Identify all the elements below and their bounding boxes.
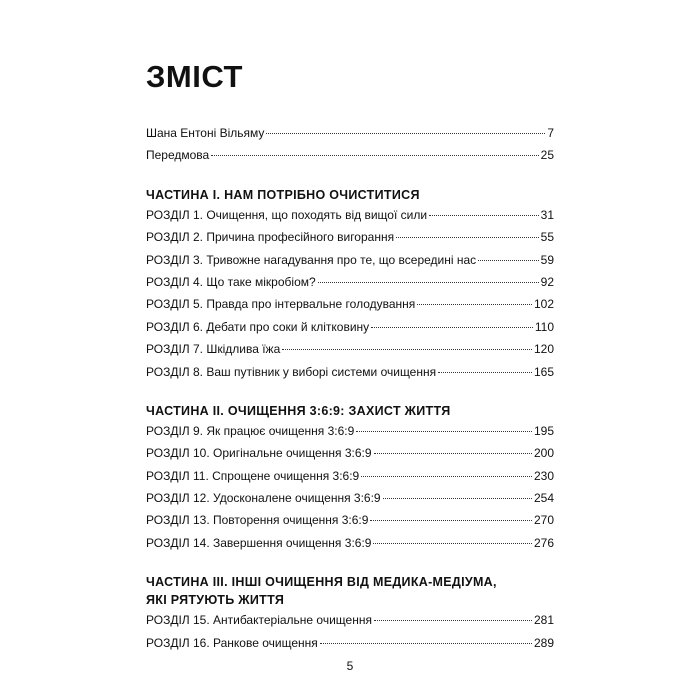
toc-entry-label: РОЗДІЛ 6. Дебати про соки й клітковину	[146, 319, 370, 334]
dot-leader	[211, 155, 538, 156]
part-2	[146, 402, 554, 554]
toc-entry[interactable]	[146, 442, 554, 464]
toc-entry-tribute[interactable]	[146, 122, 554, 144]
dot-leader	[373, 543, 532, 544]
dot-leader	[266, 133, 545, 134]
toc-entry[interactable]	[146, 271, 554, 293]
toc-entry[interactable]	[146, 204, 554, 226]
part-heading: ЧАСТИНА I. НАМ ПОТРІБНО ОЧИСТИТИСЯ	[146, 187, 420, 202]
toc-entry-page: 200	[533, 446, 554, 461]
toc-entry-page: 31	[540, 207, 554, 222]
toc-entry[interactable]	[146, 532, 554, 554]
toc-entry-label: РОЗДІЛ 11. Спрощене очищення 3:6:9	[146, 468, 360, 483]
toc-entry-label: РОЗДІЛ 2. Причина професійного вигорання	[146, 230, 395, 245]
dot-leader	[282, 349, 532, 350]
dot-leader	[320, 643, 532, 644]
toc-entry-page: 276	[533, 535, 554, 550]
toc-entry-page: 25	[540, 148, 554, 163]
part-heading: ЧАСТИНА III. ІНШІ ОЧИЩЕННЯ ВІД МЕДИКА-МЕДІУМА,	[146, 575, 497, 590]
dot-leader	[438, 372, 532, 373]
part-1	[146, 186, 554, 383]
toc-entry-page: 92	[540, 274, 554, 289]
toc-entry-label: РОЗДІЛ 10. Оригінальне очищення 3:6:9	[146, 446, 372, 461]
toc-entry[interactable]	[146, 509, 554, 531]
toc-entry-page: 230	[533, 468, 554, 483]
toc-entry-page: 59	[540, 252, 554, 267]
toc-entry-label: РОЗДІЛ 3. Тривожне нагадування про те, що всередині нас	[146, 252, 477, 267]
toc-entry[interactable]	[146, 293, 554, 315]
toc-entry-label: РОЗДІЛ 4. Що таке мікробіом?	[146, 274, 316, 289]
part-3	[146, 573, 554, 654]
toc-entry[interactable]	[146, 487, 554, 509]
toc-entry[interactable]	[146, 316, 554, 338]
toc-entry[interactable]	[146, 632, 554, 654]
dot-leader	[356, 431, 532, 432]
toc-entry-page: 7	[547, 126, 554, 140]
dot-leader	[396, 237, 539, 238]
dot-leader	[318, 282, 539, 283]
toc-entry-label: РОЗДІЛ 7. Шкідлива їжа	[146, 342, 281, 357]
dot-leader	[429, 215, 539, 216]
table-of-contents	[146, 122, 554, 654]
toc-entry[interactable]	[146, 361, 554, 383]
toc-entry[interactable]	[146, 338, 554, 360]
toc-entry-label: РОЗДІЛ 5. Правда про інтервальне голодування	[146, 297, 416, 312]
part-heading-continued: ЯКІ РЯТУЮТЬ ЖИТТЯ	[146, 593, 285, 608]
toc-entry-label: РОЗДІЛ 8. Ваш путівник у виборі системи очищення	[146, 364, 437, 379]
toc-entry[interactable]	[146, 420, 554, 442]
toc-entry-page: 289	[533, 635, 554, 650]
toc-entry-label: РОЗДІЛ 15. Антибактеріальне очищення	[146, 613, 372, 628]
toc-entry-page: 270	[533, 513, 554, 528]
toc-entry-label: РОЗДІЛ 12. Удосконалене очищення 3:6:9	[146, 491, 381, 506]
toc-entry-page: 195	[533, 423, 554, 438]
dot-leader	[383, 498, 532, 499]
part-heading: ЧАСТИНА II. ОЧИЩЕННЯ 3:6:9: ЗАХИСТ ЖИТТЯ	[146, 403, 451, 418]
dot-leader	[478, 260, 538, 261]
toc-entry-page: 55	[540, 230, 554, 245]
toc-entry-page: 281	[533, 613, 554, 628]
toc-entry-page: 165	[533, 364, 554, 379]
toc-entry-page: 102	[533, 297, 554, 312]
toc-entry-page: 110	[534, 319, 554, 334]
toc-entry[interactable]	[146, 609, 554, 631]
dot-leader	[361, 476, 532, 477]
toc-entry-label: РОЗДІЛ 9. Як працює очищення 3:6:9	[146, 423, 355, 438]
toc-entry-label: Шана Ентоні Вільяму	[146, 126, 265, 140]
toc-entry[interactable]	[146, 249, 554, 271]
toc-entry-label: РОЗДІЛ 14. Завершення очищення 3:6:9	[146, 535, 372, 550]
toc-entry[interactable]	[146, 465, 554, 487]
dot-leader	[371, 327, 533, 328]
page-number: 5	[346, 659, 354, 673]
toc-entry-page: 254	[533, 491, 554, 506]
dot-leader	[370, 520, 532, 521]
toc-entry-label: Передмова	[146, 148, 210, 163]
dot-leader	[374, 620, 532, 621]
toc-entry-label: РОЗДІЛ 16. Ранкове очищення	[146, 635, 318, 650]
dot-leader	[417, 304, 532, 305]
toc-entry-label: РОЗДІЛ 1. Очищення, що походять від вищої сили	[146, 207, 428, 222]
toc-entry-page: 120	[533, 342, 554, 357]
toc-entry[interactable]	[146, 226, 554, 248]
toc-entry-label: РОЗДІЛ 13. Повторення очищення 3:6:9	[146, 513, 369, 528]
toc-entry-foreword[interactable]	[146, 144, 554, 166]
page-title: ЗМІСТ	[146, 59, 243, 94]
dot-leader	[374, 453, 532, 454]
